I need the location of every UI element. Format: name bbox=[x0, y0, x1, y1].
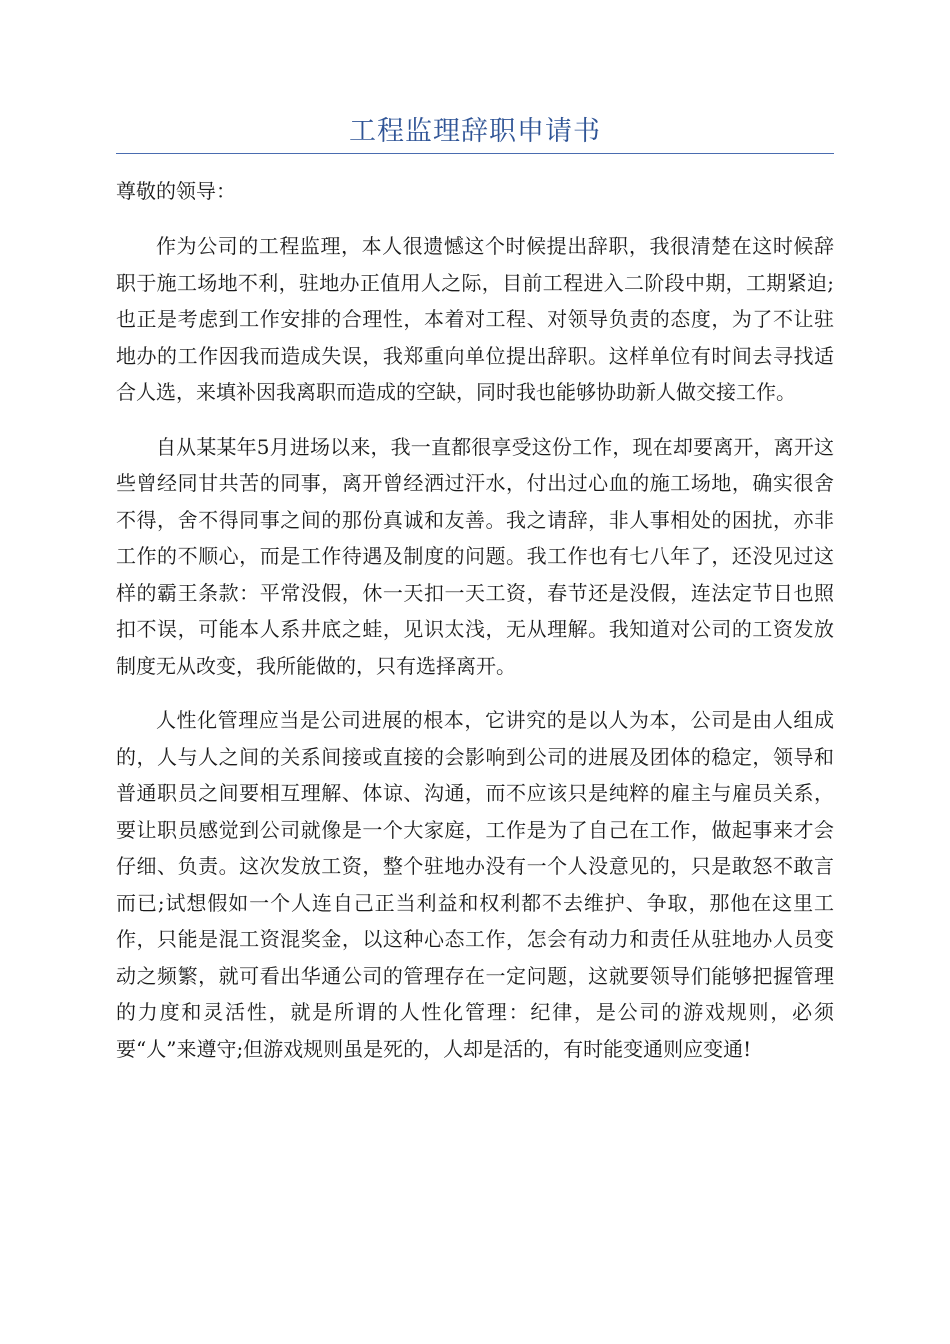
document-title: 工程监理辞职申请书 bbox=[349, 116, 601, 147]
paragraph-2: 自从某某年5月进场以来，我一直都很享受这份工作，现在却要离开，离开这些曾经同甘共苦的同事，离开曾经洒过汗水，付出过心血的施工场地，确实很舍不得，舍不得同事之间的那份真诚和友善。我之请辞，非人事相处的困扰，亦非工作的不顺心，而是工作待遇及制度的问题。我工作也有七八年了，还没见过这样的霸王条款：平常没假，休一天扣一天工资，春节还是没假，连法定节日也照扣不误，可能本人系井底之蛙，见识太浅，无从理解。我知道对公司的工资发放制度无从改变，我所能做的，只有选择离开。 bbox=[116, 434, 834, 678]
title-underline bbox=[116, 153, 834, 154]
paragraph-1: 作为公司的工程监理，本人很遗憾这个时候提出辞职，我很清楚在这时候辞职于施工场地不利，驻地办正值用人之际，目前工程进入二阶段中期，工期紧迫;也正是考虑到工作安排的合理性，本着对工程、对领导负责的态度，为了不让驻地办的工作因我而造成失误，我郑重向单位提出辞职。这样单位有时间去寻找适合人选，来填补因我离职而造成的空缺，同时我也能够协助新人做交接工作。 bbox=[116, 234, 834, 404]
paragraph-3: 人性化管理应当是公司进展的根本，它讲究的是以人为本，公司是由人组成的，人与人之间的关系间接或直接的会影响到公司的进展及团体的稳定，领导和普通职员之间要相互理解、体谅、沟通，而不应该只是纯粹的雇主与雇员关系，要让职员感觉到公司就像是一个大家庭，工作是为了自己在工作，做起事来才会仔细、负责。这次发放工资，整个驻地办没有一个人没意见的，只是敢怒不敢言而已;试想假如一个人连自己正当利益和权利都不去维护、争取，那他在这里工作，只能是混工资混奖金，以这种心态工作，怎会有动力和责任从驻地办人员变动之频繁，就可看出华通公司的管理存在一定问题，这就要领导们能够把握管理的力度和灵活性，就是所谓的人性化管理：纪律，是公司的游戏规则，必须要“人”来遵守;但游戏规则虽是死的，人却是活的，有时能变通则应变通! bbox=[116, 708, 834, 1061]
salutation: 尊敬的领导： bbox=[116, 179, 236, 203]
document-body bbox=[116, 172, 834, 1067]
